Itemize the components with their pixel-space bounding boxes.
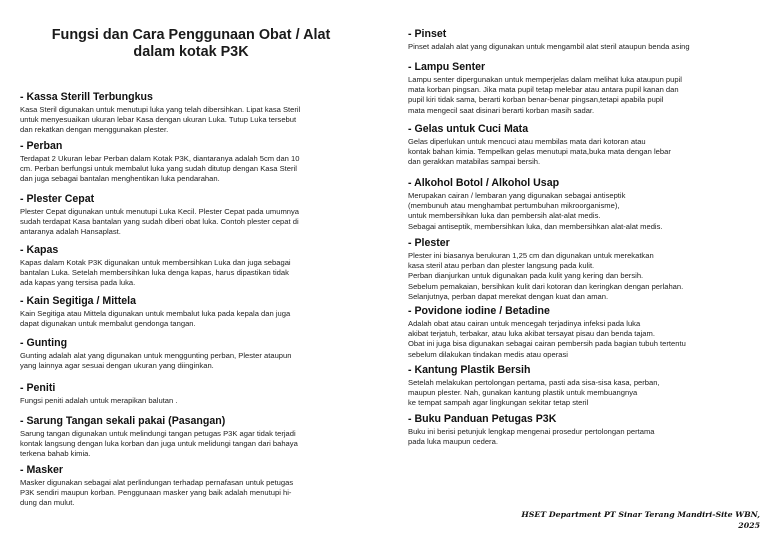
footer-credit xyxy=(521,510,760,531)
body-line: dan rekatkan dengan menggunakan plester. xyxy=(20,125,169,135)
body-line: untuk menyesuaikan ukuran lebar Kasa dengan ukuran Luka. Tutup Luka tersebut xyxy=(20,115,297,125)
body-line: kontak bahan kimia. Tempelkan gelas menutupi mata,buka mata dengan lebar xyxy=(408,147,671,157)
body-line: Masker digunakan sebagai alat perlindungan terhadap pernafasan untuk petugas xyxy=(20,478,294,487)
section-body xyxy=(408,378,756,409)
body-line: mata korban pingsan. Jika mata pupil tetap melebar atau antara pupil kanan dan xyxy=(408,85,679,95)
section-heading: - Povidone iodine / Betadine xyxy=(408,305,550,317)
title-line: Fungsi dan Cara Penggunaan Obat / Alat xyxy=(51,27,331,43)
section-body xyxy=(20,154,362,185)
section-heading: - Plester xyxy=(408,237,450,249)
body-line: dung dan mulut. xyxy=(20,498,75,508)
section-perban xyxy=(20,140,362,185)
body-line: terkena bahab kimia. xyxy=(20,449,91,459)
section-heading: - Lampu Senter xyxy=(408,61,486,73)
body-line: ke tempat sampah agar lingkungan sekitar tetap steril xyxy=(408,398,589,408)
section-kain-segitiga xyxy=(20,295,362,329)
body-line: akibat terjatuh, terbakar, atau luka akibat tersayat pisau dan benda tajam. xyxy=(408,329,655,339)
body-line: sudah terdapat Kasa bantalan yang sudah diberi obat luka. Contoh plester cepat di xyxy=(20,217,299,227)
section-body xyxy=(20,258,362,289)
body-line: Buku ini berisi petunjuk lengkap mengenai prosedur pertolongan pertama xyxy=(408,427,655,436)
section-body xyxy=(408,42,756,52)
section-body xyxy=(408,319,756,360)
body-line: Plester ini biasanya berukuran 1,25 cm dan digunakan untuk merekatkan xyxy=(408,251,654,260)
footer-line: 2025 xyxy=(738,520,760,530)
body-line: Sebelum pemakaian, bersihkan kulit dari kotoran dan keringkan dengan perlahan. xyxy=(408,281,684,291)
section-peniti xyxy=(20,382,362,406)
section-body xyxy=(408,251,756,302)
body-line: cm. Perban berfungsi untuk membalut luka yang sudah ditutup dengan Kasa Steril xyxy=(20,164,297,174)
body-line: Plester Cepat digunakan untuk menutupi Luka Kecil. Plester Cepat pada umumnya xyxy=(20,207,300,216)
section-gunting xyxy=(20,337,362,371)
body-line: Lampu senter dipergunakan untuk memperjelas dalam melihat luka ataupun pupil xyxy=(408,75,682,84)
section-heading: - Alkohol Botol / Alkohol Usap xyxy=(408,177,560,189)
section-body xyxy=(20,351,362,371)
section-plester-cepat xyxy=(20,193,362,238)
body-line: Selanjutnya, perban dapat merekat dengan kuat dan aman. xyxy=(408,291,609,301)
section-pinset xyxy=(408,28,756,52)
section-heading: - Gelas untuk Cuci Mata xyxy=(408,123,529,135)
section-kantung-plastik xyxy=(408,364,756,409)
body-line: Kain Segitiga atau Mittela digunakan untuk membalut luka pada kepala dan juga xyxy=(20,309,291,318)
body-line: untuk membersihkan luka dan pembersih alat-alat medis. xyxy=(408,211,601,221)
section-povidone xyxy=(408,305,756,360)
body-line: Obat ini juga bisa digunakan sebagai cairan pembersih pada bagian tubuh tertentu xyxy=(408,339,686,349)
section-body xyxy=(408,137,756,168)
page-title xyxy=(20,27,362,61)
section-plester xyxy=(408,237,756,302)
body-line: P3K sendiri maupun korban. Penggunaan masker yang baik adalah menutupi hi- xyxy=(20,488,292,498)
section-heading: - Masker xyxy=(20,464,63,476)
body-line: dan juga sebagai bantalan menghentikan luka pendarahan. xyxy=(20,174,220,184)
section-kapas xyxy=(20,244,362,289)
footer-line: HSET Department PT Sinar Terang Mandiri-Site WBN, xyxy=(521,510,760,519)
body-line: pupil kiri tidak sama, berarti korban benar-benar pingsan,tetapi apabila pupil xyxy=(408,95,664,105)
section-body xyxy=(20,309,362,329)
section-heading: - Pinset xyxy=(408,28,447,40)
section-body xyxy=(20,429,362,460)
section-kassa-steril xyxy=(20,91,362,136)
body-line: sebelum dilakukan tindakan medis atau operasi xyxy=(408,349,568,359)
section-buku-panduan xyxy=(408,413,756,447)
body-line: Gelas diperlukan untuk mencuci atau membilas mata dari kotoran atau xyxy=(408,137,646,146)
section-heading: - Perban xyxy=(20,140,63,152)
section-sarung-tangan xyxy=(20,415,362,460)
body-line: pada luka maupun cedera. xyxy=(408,437,498,447)
body-line: Fungsi peniti adalah untuk merapikan balutan . xyxy=(20,396,178,405)
body-line: bantalan Luka. Setelah membersihkan luka denga kapas, harus dipastikan tidak xyxy=(20,268,289,278)
body-line: Perban dianjurkan untuk digunakan pada kulit yang kering dan bersih. xyxy=(408,271,644,281)
body-line: kontak langsung dengan luka korban dan juga untuk melidungi tangan dari bahaya xyxy=(20,439,298,449)
section-heading: - Gunting xyxy=(20,337,68,349)
body-line: mata mengecil saat disinari berarti korban masih sadar. xyxy=(408,105,595,115)
body-line: Merupakan cairan / lembaran yang digunakan sebagai antiseptik xyxy=(408,191,626,200)
section-heading: - Kain Segitiga / Mittela xyxy=(20,295,136,307)
body-line: Setelah melakukan pertolongan pertama, pasti ada sisa-sisa kasa, perban, xyxy=(408,378,660,387)
section-alkohol xyxy=(408,177,756,232)
section-masker xyxy=(20,464,362,509)
body-line: Kasa Steril digunakan untuk menutupi luka yang telah dibersihkan. Lipat kasa Steril xyxy=(20,105,301,114)
section-body xyxy=(20,396,362,406)
section-body xyxy=(408,75,756,116)
section-lampu-senter xyxy=(408,61,756,116)
body-line: Sebagai antiseptik, membersihkan luka, dan membersihkan alat-alat medis. xyxy=(408,221,663,231)
body-line: dan gerakkan matabilas sampai bersih. xyxy=(408,157,541,167)
section-heading: - Plester Cepat xyxy=(20,193,95,205)
body-line: Gunting adalah alat yang digunakan untuk menggunting perban, Plester ataupun xyxy=(20,351,292,360)
section-body xyxy=(20,207,362,238)
section-body xyxy=(20,478,362,509)
body-line: dapat digunakan untuk membalut gendonga tangan. xyxy=(20,319,196,329)
body-line: Kapas dalam Kotak P3K digunakan untuk membersihkan Luka dan juga sebagai xyxy=(20,258,291,267)
section-body xyxy=(408,427,756,447)
body-line: Sarung tangan digunakan untuk melindungi tangan petugas P3K agar tidak terjadi xyxy=(20,429,296,438)
section-heading: - Buku Panduan Petugas P3K xyxy=(408,413,557,425)
section-heading: - Kantung Plastik Bersih xyxy=(408,364,531,376)
title-line: dalam kotak P3K xyxy=(133,44,249,60)
body-line: Pinset adalah alat yang digunakan untuk mengambil alat steril ataupun benda asing xyxy=(408,42,690,51)
section-heading: - Kassa Sterill Terbungkus xyxy=(20,91,153,103)
section-body xyxy=(408,191,756,232)
section-heading: - Peniti xyxy=(20,382,56,394)
body-line: ada kapas yang tersisa pada luka. xyxy=(20,278,136,288)
section-heading: - Sarung Tangan sekali pakai (Pasangan) xyxy=(20,415,226,427)
body-line: Terdapat 2 Ukuran lebar Perban dalam Kotak P3K, diantaranya adalah 5cm dan 10 xyxy=(20,154,300,163)
body-line: kasa steril atau perban dan plester langsung pada kulit. xyxy=(408,261,595,271)
body-line: antaranya adalah Hansaplast. xyxy=(20,227,121,237)
section-body xyxy=(20,105,362,136)
section-gelas-cuci-mata xyxy=(408,123,756,168)
body-line: yang lainnya agar sesuai dengan ukuran yang diinginkan. xyxy=(20,361,214,371)
body-line: (membunuh atau menghambat pertumbuhan mikroorganisme), xyxy=(408,201,620,211)
section-heading: - Kapas xyxy=(20,244,59,256)
body-line: Adalah obat atau cairan untuk mencegah terjadinya infeksi pada luka xyxy=(408,319,641,328)
body-line: maupun plester. Nah, gunakan kantung plastik untuk membuangnya xyxy=(408,388,638,398)
